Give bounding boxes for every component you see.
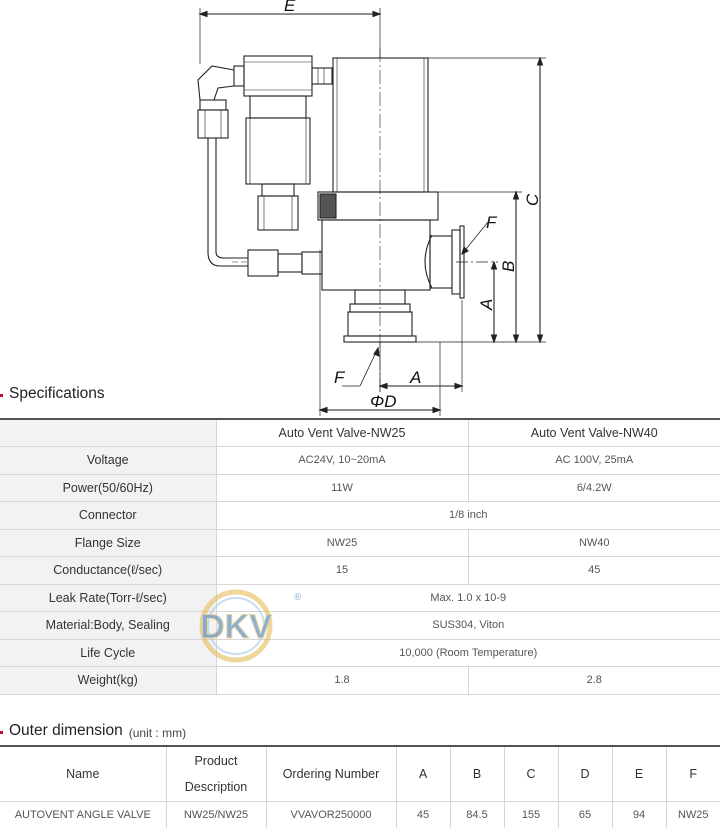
dim-label-a-right: A bbox=[477, 298, 496, 310]
dim-header-b: B bbox=[450, 746, 504, 801]
dim-header-row bbox=[0, 746, 720, 801]
dim-header-f: F bbox=[666, 746, 720, 801]
spec-value-nw25: 11W bbox=[216, 474, 468, 502]
spec-value-nw25: 15 bbox=[216, 557, 468, 585]
heading-bullet bbox=[0, 394, 3, 397]
dim-header-name: Name bbox=[0, 746, 166, 801]
outer-dimension-unit: (unit : mm) bbox=[128, 725, 187, 740]
specifications-table bbox=[0, 418, 720, 695]
dim-header-e: E bbox=[612, 746, 666, 801]
spec-value-both: Max. 1.0 x 10-9 bbox=[216, 584, 720, 612]
table-row bbox=[0, 584, 720, 612]
spec-value-nw25: AC24V, 10~20mA bbox=[216, 447, 468, 475]
outer-dimension-table bbox=[0, 745, 720, 828]
spec-value-both: 10,000 (Room Temperature) bbox=[216, 639, 720, 667]
dkv-watermark-logo bbox=[190, 588, 302, 664]
spec-label: Power(50/60Hz) bbox=[0, 474, 216, 502]
specifications-title: Specifications bbox=[9, 385, 105, 402]
dim-label-c: C bbox=[523, 193, 542, 206]
table-row bbox=[0, 801, 720, 828]
spec-value-nw40: 45 bbox=[468, 557, 720, 585]
dim-cell-name: AUTOVENT ANGLE VALVE bbox=[0, 801, 166, 828]
dim-label-e: E bbox=[284, 0, 296, 15]
outer-dimension-heading bbox=[0, 722, 186, 740]
dim-label-f-bottom: F bbox=[334, 368, 345, 387]
dim-header-product bbox=[166, 746, 266, 801]
spec-header-blank bbox=[0, 419, 216, 447]
spec-value-nw25: 1.8 bbox=[216, 667, 468, 695]
table-row bbox=[0, 529, 720, 557]
dim-cell-d: 65 bbox=[558, 801, 612, 828]
table-row bbox=[0, 474, 720, 502]
spec-value-nw40: 6/4.2W bbox=[468, 474, 720, 502]
dim-header-a: A bbox=[396, 746, 450, 801]
dim-label-b: B bbox=[499, 260, 518, 272]
spec-value-nw40: AC 100V, 25mA bbox=[468, 447, 720, 475]
dim-cell-f: NW25 bbox=[666, 801, 720, 828]
dim-header-ordering: Ordering Number bbox=[266, 746, 396, 801]
registered-mark: ® bbox=[294, 592, 302, 603]
spec-header-nw40: Auto Vent Valve-NW40 bbox=[468, 419, 720, 447]
spec-label: Weight(kg) bbox=[0, 667, 216, 695]
table-row bbox=[0, 639, 720, 667]
spec-label: Connector bbox=[0, 502, 216, 530]
dim-header-d: D bbox=[558, 746, 612, 801]
table-row bbox=[0, 612, 720, 640]
dim-cell-ordering: VVAVOR250000 bbox=[266, 801, 396, 828]
heading-bullet bbox=[0, 731, 3, 734]
spec-label: Flange Size bbox=[0, 529, 216, 557]
watermark-text: DKV bbox=[200, 608, 272, 646]
spec-label: Leak Rate(Torr-ℓ/sec) bbox=[0, 584, 216, 612]
dim-cell-a: 45 bbox=[396, 801, 450, 828]
specifications-heading bbox=[0, 385, 105, 403]
spec-label: Life Cycle bbox=[0, 639, 216, 667]
dim-header-product-line1: Product bbox=[194, 753, 238, 768]
dim-header-product-line2: Description bbox=[184, 779, 248, 794]
spec-label: Material:Body, Sealing bbox=[0, 612, 216, 640]
dim-cell-product: NW25/NW25 bbox=[166, 801, 266, 828]
dim-label-d: ΦD bbox=[370, 392, 397, 411]
spec-value-nw40: NW40 bbox=[468, 529, 720, 557]
dim-cell-b: 84.5 bbox=[450, 801, 504, 828]
spec-header-nw25: Auto Vent Valve-NW25 bbox=[216, 419, 468, 447]
dim-cell-e: 94 bbox=[612, 801, 666, 828]
dim-cell-c: 155 bbox=[504, 801, 558, 828]
spec-value-nw25: NW25 bbox=[216, 529, 468, 557]
dim-header-c: C bbox=[504, 746, 558, 801]
spec-label: Conductance(ℓ/sec) bbox=[0, 557, 216, 585]
spec-label: Voltage bbox=[0, 447, 216, 475]
spec-value-both: SUS304, Viton bbox=[216, 612, 720, 640]
outer-dimension-title: Outer dimension bbox=[9, 722, 123, 739]
spec-header-row bbox=[0, 419, 720, 447]
table-row bbox=[0, 557, 720, 585]
spec-value-nw40: 2.8 bbox=[468, 667, 720, 695]
dim-label-a-bottom: A bbox=[410, 368, 422, 387]
table-row bbox=[0, 447, 720, 475]
dim-label-f-right: F bbox=[486, 213, 497, 232]
table-row bbox=[0, 667, 720, 695]
table-row bbox=[0, 502, 720, 530]
spec-value-both: 1/8 inch bbox=[216, 502, 720, 530]
